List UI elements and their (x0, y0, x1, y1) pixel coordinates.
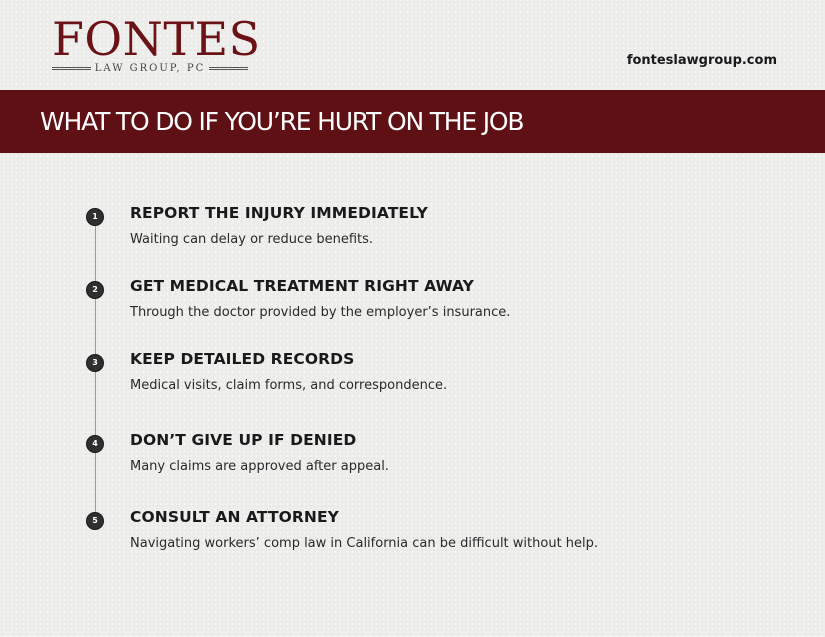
step-description: Many claims are approved after appeal. (130, 459, 389, 474)
step-description: Navigating workers’ comp law in California can be difficult without help. (130, 536, 599, 551)
step-number-badge: 3 (86, 354, 104, 372)
logo-rule-right (209, 67, 248, 70)
step-description: Medical visits, claim forms, and correspondence. (130, 378, 448, 393)
step-number-badge: 2 (86, 281, 104, 299)
step-title: GET MEDICAL TREATMENT RIGHT AWAY (130, 277, 474, 295)
logo-subtitle: LAW GROUP, PC (94, 63, 206, 74)
step-title: CONSULT AN ATTORNEY (130, 508, 340, 526)
step-title: REPORT THE INJURY IMMEDIATELY (130, 204, 428, 222)
step-title: KEEP DETAILED RECORDS (130, 350, 355, 368)
step-number-badge: 5 (86, 512, 104, 530)
title-banner (0, 90, 825, 153)
page-title: WHAT TO DO IF YOU’RE HURT ON THE JOB (40, 107, 524, 136)
logo-wordmark: FONTES (52, 12, 261, 66)
website-url: fonteslawgroup.com (626, 53, 777, 68)
step-number-badge: 1 (86, 208, 104, 226)
step-number-badge: 4 (86, 435, 104, 453)
logo (52, 14, 264, 74)
step-description: Waiting can delay or reduce benefits. (130, 232, 374, 247)
step-title: DON’T GIVE UP IF DENIED (130, 431, 357, 449)
step-description: Through the doctor provided by the employer’s insurance. (130, 305, 511, 320)
logo-rule-left (52, 67, 91, 70)
